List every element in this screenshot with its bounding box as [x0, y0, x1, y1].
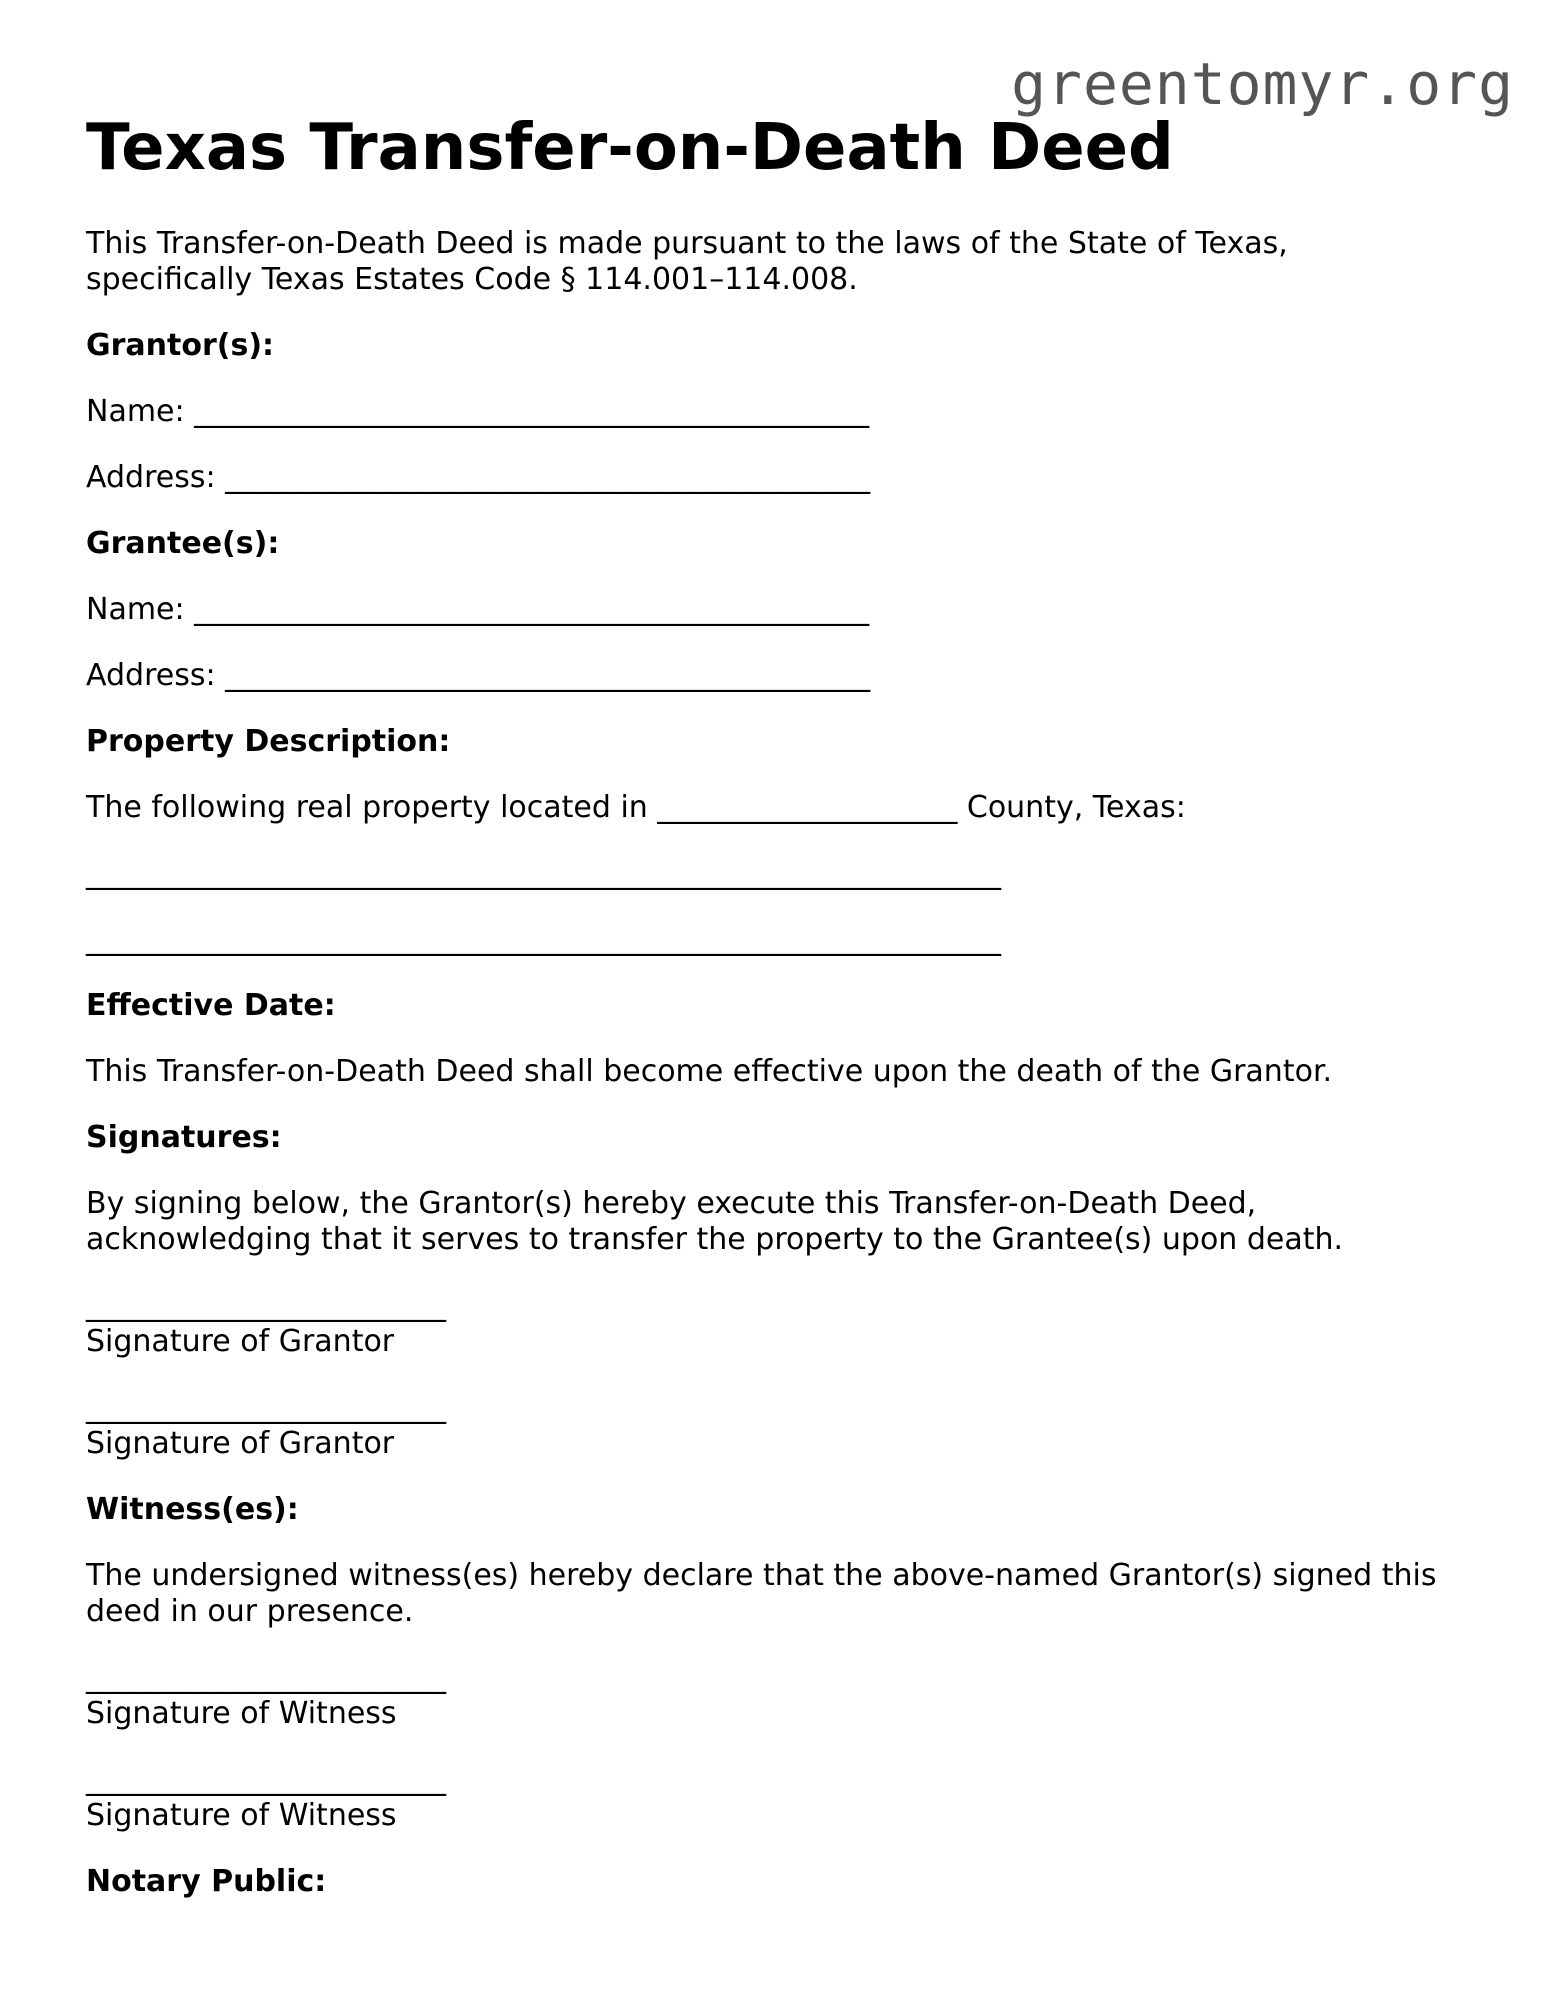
witness-signature-block-1 [86, 1660, 1486, 1732]
grantee-name-field[interactable]: Name: _____________________________________________ [86, 592, 870, 627]
grantor-address-field[interactable]: Address: ___________________________________________ [86, 460, 871, 495]
page-title: Texas Transfer-on-Death Deed [86, 111, 1174, 185]
grantor-signature-line[interactable]: ________________________ [86, 1390, 446, 1425]
grantor-name-field[interactable]: Name: _____________________________________________ [86, 394, 870, 429]
witness-signature-label: Signature of Witness [86, 1696, 397, 1731]
grantee-heading: Grantee(s): [86, 526, 280, 561]
document [86, 110, 1486, 1900]
grantor-signature-line[interactable]: ________________________ [86, 1288, 446, 1323]
property-description-line-1[interactable]: _____________________________________________________________ [86, 856, 1001, 891]
witnesses-text-line-1: The undersigned witness(es) hereby declare that the above-named Grantor(s) signed this [86, 1558, 1437, 1593]
effective-date-text: This Transfer-on-Death Deed shall become effective upon the death of the Grantor. [86, 1054, 1333, 1089]
effective-date-heading: Effective Date: [86, 988, 336, 1023]
witness-signature-block-2 [86, 1762, 1486, 1834]
witnesses-heading: Witness(es): [86, 1492, 299, 1527]
witness-signature-line[interactable]: ________________________ [86, 1660, 446, 1695]
intro-line-1: This Transfer-on-Death Deed is made pursuant to the laws of the State of Texas, [86, 226, 1288, 261]
grantor-signature-block-1 [86, 1288, 1486, 1360]
grantee-address-field[interactable]: Address: ___________________________________________ [86, 658, 871, 693]
grantor-heading: Grantor(s): [86, 328, 275, 363]
grantor-signature-block-2 [86, 1390, 1486, 1462]
grantor-signature-label: Signature of Grantor [86, 1324, 395, 1359]
witness-signature-label: Signature of Witness [86, 1798, 397, 1833]
property-description-line-2[interactable]: _____________________________________________________________ [86, 922, 1001, 957]
signatures-heading: Signatures: [86, 1120, 282, 1155]
intro-line-2: specifically Texas Estates Code § 114.001–114.008. [86, 262, 858, 297]
signatures-text-line-2: acknowledging that it serves to transfer the property to the Grantee(s) upon death. [86, 1222, 1344, 1257]
grantor-signature-label: Signature of Grantor [86, 1426, 395, 1461]
witness-signature-line[interactable]: ________________________ [86, 1762, 446, 1797]
signatures-text-line-1: By signing below, the Grantor(s) hereby execute this Transfer-on-Death Deed, [86, 1186, 1257, 1221]
witnesses-text-line-2: deed in our presence. [86, 1594, 414, 1629]
property-county-field[interactable]: The following real property located in ____________________ County, Texas: [86, 790, 1186, 825]
property-heading: Property Description: [86, 724, 451, 759]
notary-heading: Notary Public: [86, 1864, 327, 1899]
watermark: greentomyr.org [1011, 50, 1514, 118]
